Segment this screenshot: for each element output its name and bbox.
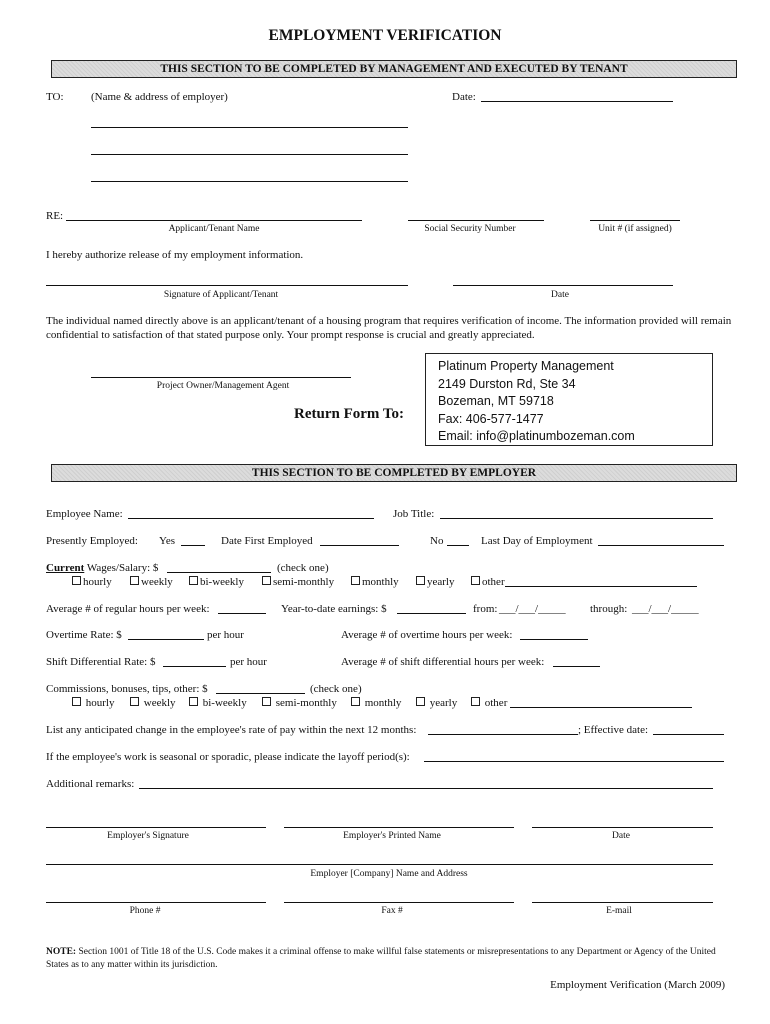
avg-overtime-label: Average # of overtime hours per week:	[341, 629, 513, 641]
date-field[interactable]	[481, 101, 673, 102]
change-label: List any anticipated change in the employee's rate of pay within the next 12 months:	[46, 724, 417, 736]
commissions-field[interactable]	[216, 693, 305, 694]
wages-label: Wages/Salary: $	[86, 562, 159, 574]
check-one-label-2: (check one)	[310, 683, 362, 695]
avg-hours-label: Average # of regular hours per week:	[46, 603, 210, 615]
checkbox[interactable]	[262, 697, 271, 706]
comm-option-hourly[interactable]: hourly	[72, 697, 114, 709]
ssn-field[interactable]	[408, 220, 544, 221]
phone-field[interactable]	[46, 902, 266, 903]
employer-address-line-1[interactable]	[91, 127, 408, 128]
current-label: Current	[46, 562, 85, 574]
info-paragraph: The individual named directly above is an applicant/tenant of a housing program that requires verification of income. The information provided will remain confidential to satisfaction of that stated purpose only. Your prompt response is crucial and greatly appreciated.	[46, 315, 732, 341]
shift-rate-field[interactable]	[163, 666, 226, 667]
checkbox[interactable]	[351, 576, 360, 585]
applicant-name-field[interactable]	[66, 220, 362, 221]
comm-option-biweekly[interactable]: bi-weekly	[189, 697, 247, 709]
fax-caption: Fax #	[381, 906, 403, 916]
per-hour-label-2: per hour	[230, 656, 267, 668]
checkbox[interactable]	[471, 576, 480, 585]
employer-signature-field[interactable]	[46, 827, 266, 828]
unit-caption: Unit # (if assigned)	[598, 224, 672, 234]
management-section-banner: THIS SECTION TO BE COMPLETED BY MANAGEMENT AND EXECUTED BY TENANT	[51, 60, 737, 78]
freq-other-field[interactable]	[505, 586, 697, 587]
form-footer: Employment Verification (March 2009)	[550, 979, 725, 991]
employer-printed-name-field[interactable]	[284, 827, 514, 828]
checkbox[interactable]	[416, 697, 425, 706]
checkbox[interactable]	[72, 697, 81, 706]
comm-option-monthly[interactable]: monthly	[351, 697, 401, 709]
date-first-employed-label: Date First Employed	[221, 535, 313, 547]
return-street: 2149 Durston Rd, Ste 34	[438, 376, 576, 391]
checkbox[interactable]	[130, 576, 139, 585]
freq-option-semimonthly[interactable]: semi-monthly	[262, 576, 334, 588]
unit-field[interactable]	[590, 220, 680, 221]
yes-field[interactable]	[181, 545, 205, 546]
date-label: Date:	[452, 91, 476, 103]
freq-option-weekly[interactable]: weekly	[130, 576, 173, 588]
signature-date-caption: Date	[551, 290, 569, 300]
legal-note	[46, 946, 726, 972]
job-title-label: Job Title:	[393, 508, 435, 520]
checkbox[interactable]	[72, 576, 81, 585]
ytd-field[interactable]	[397, 613, 466, 614]
return-email: Email: info@platinumbozeman.com	[438, 429, 635, 444]
checkbox[interactable]	[130, 697, 139, 706]
job-title-field[interactable]	[440, 518, 713, 519]
checkbox[interactable]	[416, 576, 425, 585]
checkbox[interactable]	[189, 576, 198, 585]
employer-address-caption: Employer [Company] Name and Address	[310, 869, 468, 879]
checkbox[interactable]	[471, 697, 480, 706]
note-label: NOTE:	[46, 947, 77, 957]
presently-employed-label: Presently Employed:	[46, 535, 138, 547]
freq-option-hourly[interactable]: hourly	[72, 576, 112, 588]
from-label: from:	[473, 603, 498, 615]
avg-overtime-field[interactable]	[520, 639, 588, 640]
employer-date-field[interactable]	[532, 827, 713, 828]
avg-shift-label: Average # of shift differential hours per week:	[341, 656, 545, 668]
through-date-field[interactable]: ___/___/_____	[632, 603, 699, 615]
remarks-field[interactable]	[139, 788, 713, 789]
signature-date-field[interactable]	[453, 285, 673, 286]
freq-option-yearly[interactable]: yearly	[416, 576, 454, 588]
seasonal-label: If the employee's work is seasonal or sporadic, please indicate the layoff period(s):	[46, 751, 410, 763]
employer-section-banner: THIS SECTION TO BE COMPLETED BY EMPLOYER	[51, 464, 737, 482]
agent-signature-field[interactable]	[91, 377, 351, 378]
checkbox[interactable]	[189, 697, 198, 706]
overtime-rate-field[interactable]	[128, 639, 204, 640]
ytd-label: Year-to-date earnings: $	[281, 603, 387, 615]
comm-option-semimonthly[interactable]: semi-monthly	[262, 697, 337, 709]
fax-field[interactable]	[284, 902, 514, 903]
page-title: EMPLOYMENT VERIFICATION	[268, 27, 502, 44]
checkbox[interactable]	[262, 576, 271, 585]
through-label: through:	[590, 603, 628, 615]
return-city: Bozeman, MT 59718	[438, 394, 554, 409]
employee-name-label: Employee Name:	[46, 508, 123, 520]
last-day-field[interactable]	[598, 545, 724, 546]
check-one-label: (check one)	[277, 562, 329, 574]
applicant-signature-field[interactable]	[46, 285, 408, 286]
wages-field[interactable]	[167, 572, 271, 573]
employer-signature-caption: Employer's Signature	[107, 831, 189, 841]
employer-address-line-3[interactable]	[91, 181, 408, 182]
change-field[interactable]	[428, 734, 578, 735]
return-company: Platinum Property Management	[438, 359, 614, 373]
shift-rate-label: Shift Differential Rate: $	[46, 656, 156, 668]
comm-other-field[interactable]	[510, 707, 692, 708]
freq-option-biweekly[interactable]: bi-weekly	[189, 576, 244, 588]
email-caption: E-mail	[606, 906, 632, 916]
commissions-label: Commissions, bonuses, tips, other: $	[46, 683, 208, 695]
agent-caption: Project Owner/Management Agent	[156, 381, 290, 391]
last-day-label: Last Day of Employment	[481, 535, 593, 547]
no-label: No	[430, 535, 444, 547]
note-text: Section 1001 of Title 18 of the U.S. Code makes it a criminal offense to make willful false statements or misrepresentations to any Department or Agency of the United States as to any matter within its jurisdiction.	[46, 947, 716, 970]
phone-caption: Phone #	[129, 906, 161, 916]
effective-date-field[interactable]	[653, 734, 724, 735]
effective-date-label: ; Effective date:	[578, 724, 649, 736]
employer-address-line-2[interactable]	[91, 154, 408, 155]
seasonal-field[interactable]	[424, 761, 724, 762]
comm-option-yearly[interactable]: yearly	[416, 697, 457, 709]
return-address-box	[425, 353, 713, 446]
to-label: TO:	[46, 91, 64, 103]
remarks-label: Additional remarks:	[46, 778, 135, 790]
freq-option-other[interactable]: other	[471, 576, 505, 588]
return-form-label: Return Form To:	[294, 406, 404, 422]
freq-option-monthly[interactable]: monthly	[351, 576, 399, 588]
yes-label: Yes	[159, 535, 176, 547]
date-first-employed-field[interactable]	[320, 545, 399, 546]
overtime-rate-label: Overtime Rate: $	[46, 629, 122, 641]
employer-printed-name-caption: Employer's Printed Name	[343, 831, 441, 841]
employee-name-field[interactable]	[128, 518, 374, 519]
comm-option-other[interactable]: other	[471, 697, 507, 709]
per-hour-label: per hour	[207, 629, 244, 641]
avg-shift-field[interactable]	[553, 666, 600, 667]
to-hint: (Name & address of employer)	[91, 91, 228, 103]
employer-address-field[interactable]	[46, 864, 713, 865]
ssn-caption: Social Security Number	[424, 224, 516, 234]
authorize-text: I hereby authorize release of my employment information.	[46, 249, 304, 261]
no-field[interactable]	[447, 545, 469, 546]
avg-hours-field[interactable]	[218, 613, 266, 614]
applicant-caption: Applicant/Tenant Name	[168, 224, 260, 234]
comm-option-weekly[interactable]: weekly	[130, 697, 176, 709]
from-date-field[interactable]: ___/___/_____	[499, 603, 566, 615]
email-field[interactable]	[532, 902, 713, 903]
wages-row	[46, 562, 158, 574]
employer-date-caption: Date	[612, 831, 630, 841]
signature-caption: Signature of Applicant/Tenant	[163, 290, 279, 300]
checkbox[interactable]	[351, 697, 360, 706]
re-label: RE:	[46, 210, 64, 222]
return-fax: Fax: 406-577-1477	[438, 411, 544, 426]
